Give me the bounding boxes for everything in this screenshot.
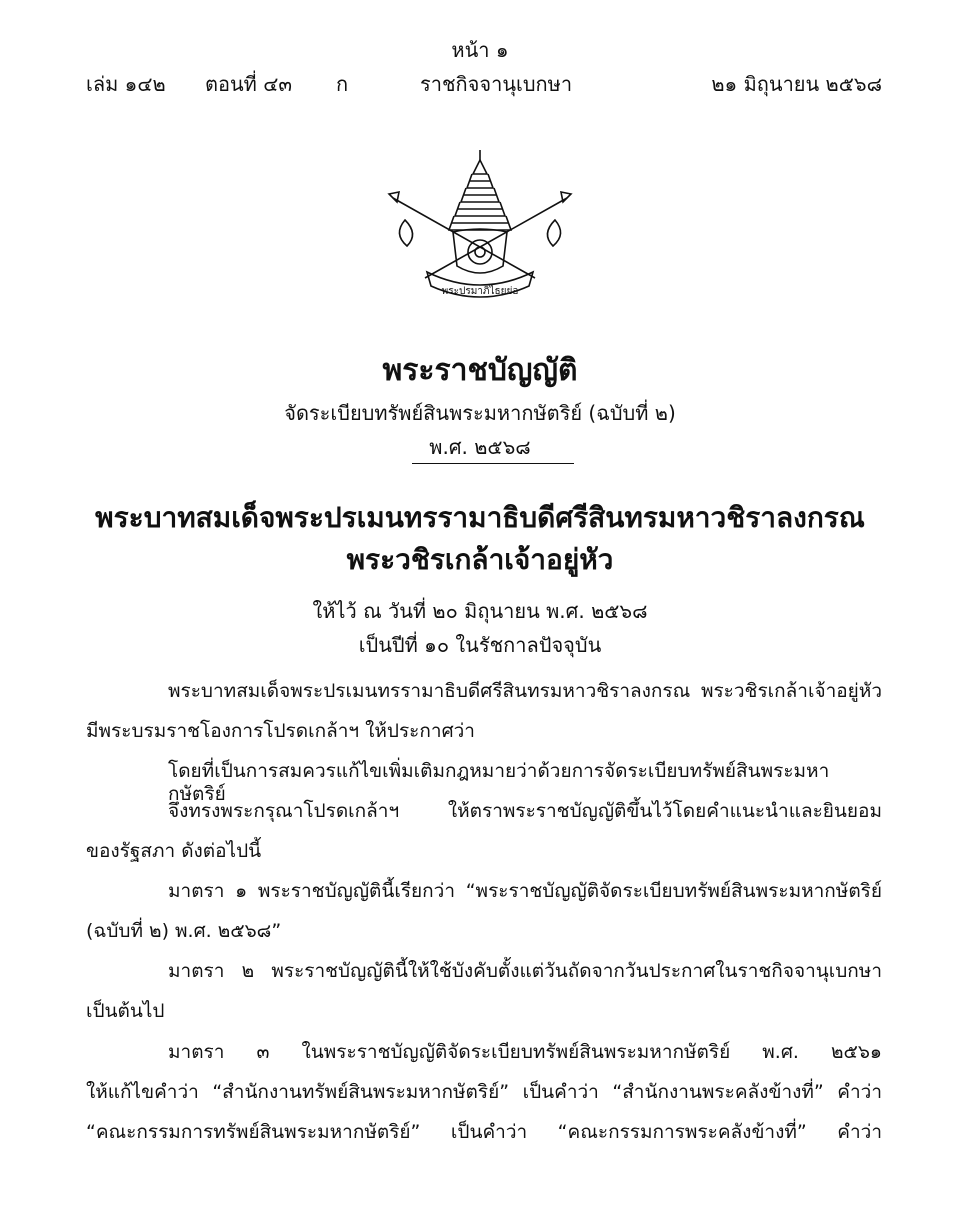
body-line-4: จึงทรงพระกรุณาโปรดเกล้าฯ ให้ตราพระราชบัญญัติขึ้นไว้โดยคำแนะนำและยินยอม [168,800,882,822]
king-name-line-2: พระวชิรเกล้าเจ้าอยู่หัว [346,543,614,576]
body-line-3: โดยที่เป็นการสมควรแก้ไขเพิ่มเติมกฎหมายว่าด้วยการจัดระเบียบทรัพย์สินพระมหากษัตริย์ [168,760,830,805]
section-number: ตอนที่ ๔๓ [205,72,293,96]
section-1-line-1: มาตรา ๑ พระราชบัญญัตินี้เรียกว่า “พระราชบัญญัติจัดระเบียบทรัพย์สินพระมหากษัตริย์ [168,880,882,902]
act-year: พ.ศ. ๒๕๖๘ [429,435,531,459]
body-line-2: มีพระบรมราชโองการโปรดเกล้าฯ ให้ประกาศว่า [86,720,475,742]
given-date: ให้ไว้ ณ วันที่ ๒๐ มิถุนายน พ.ศ. ๒๕๖๘ [312,599,648,623]
royal-emblem-icon [385,148,575,308]
svg-text:พระปรมาภิไธยย่อ: พระปรมาภิไธยย่อ [441,286,519,297]
title-divider [412,463,574,464]
king-name-line-1: พระบาทสมเด็จพระปรเมนทรรามาธิบดีศรีสินทรมหาวชิราลงกรณ [95,501,865,534]
section-2-line-1: มาตรา ๒ พระราชบัญญัตินี้ให้ใช้บังคับตั้งแต่วันถัดจากวันประกาศในราชกิจจานุเบกษา [168,960,882,982]
section-part: ก [336,72,349,96]
section-3-line-2: ให้แก้ไขคำว่า “สำนักงานทรัพย์สินพระมหากษัตริย์” เป็นคำว่า “สำนักงานพระคลังข้างที่” คำว่า [86,1081,882,1103]
gazette-name: ราชกิจจานุเบกษา [420,72,573,96]
issue-date: ๒๑ มิถุนายน ๒๕๖๘ [711,72,882,96]
page-number: หน้า ๑ [451,38,509,62]
section-3-line-1: มาตรา ๓ ในพระราชบัญญัติจัดระเบียบทรัพย์สินพระมหากษัตริย์ พ.ศ. ๒๕๖๑ [168,1041,882,1063]
volume-number: เล่ม ๑๔๒ [86,72,166,96]
reign-year: เป็นปีที่ ๑๐ ในรัชกาลปัจจุบัน [358,633,602,657]
section-1-line-2: (ฉบับที่ ๒) พ.ศ. ๒๕๖๘” [86,920,282,942]
body-line-5: ของรัฐสภา ดังต่อไปนี้ [86,840,262,862]
section-3-line-3: “คณะกรรมการทรัพย์สินพระมหากษัตริย์” เป็นคำว่า “คณะกรรมการพระคลังข้างที่” คำว่า [86,1121,882,1143]
section-2-line-2: เป็นต้นไป [86,1000,165,1022]
body-line-1: พระบาทสมเด็จพระปรเมนทรรามาธิบดีศรีสินทรมหาวชิราลงกรณ พระวชิรเกล้าเจ้าอยู่หัว [168,680,882,702]
act-title: พระราชบัญญัติ [382,353,578,388]
act-subtitle: จัดระเบียบทรัพย์สินพระมหากษัตริย์ (ฉบับที่ ๒) [284,401,676,425]
